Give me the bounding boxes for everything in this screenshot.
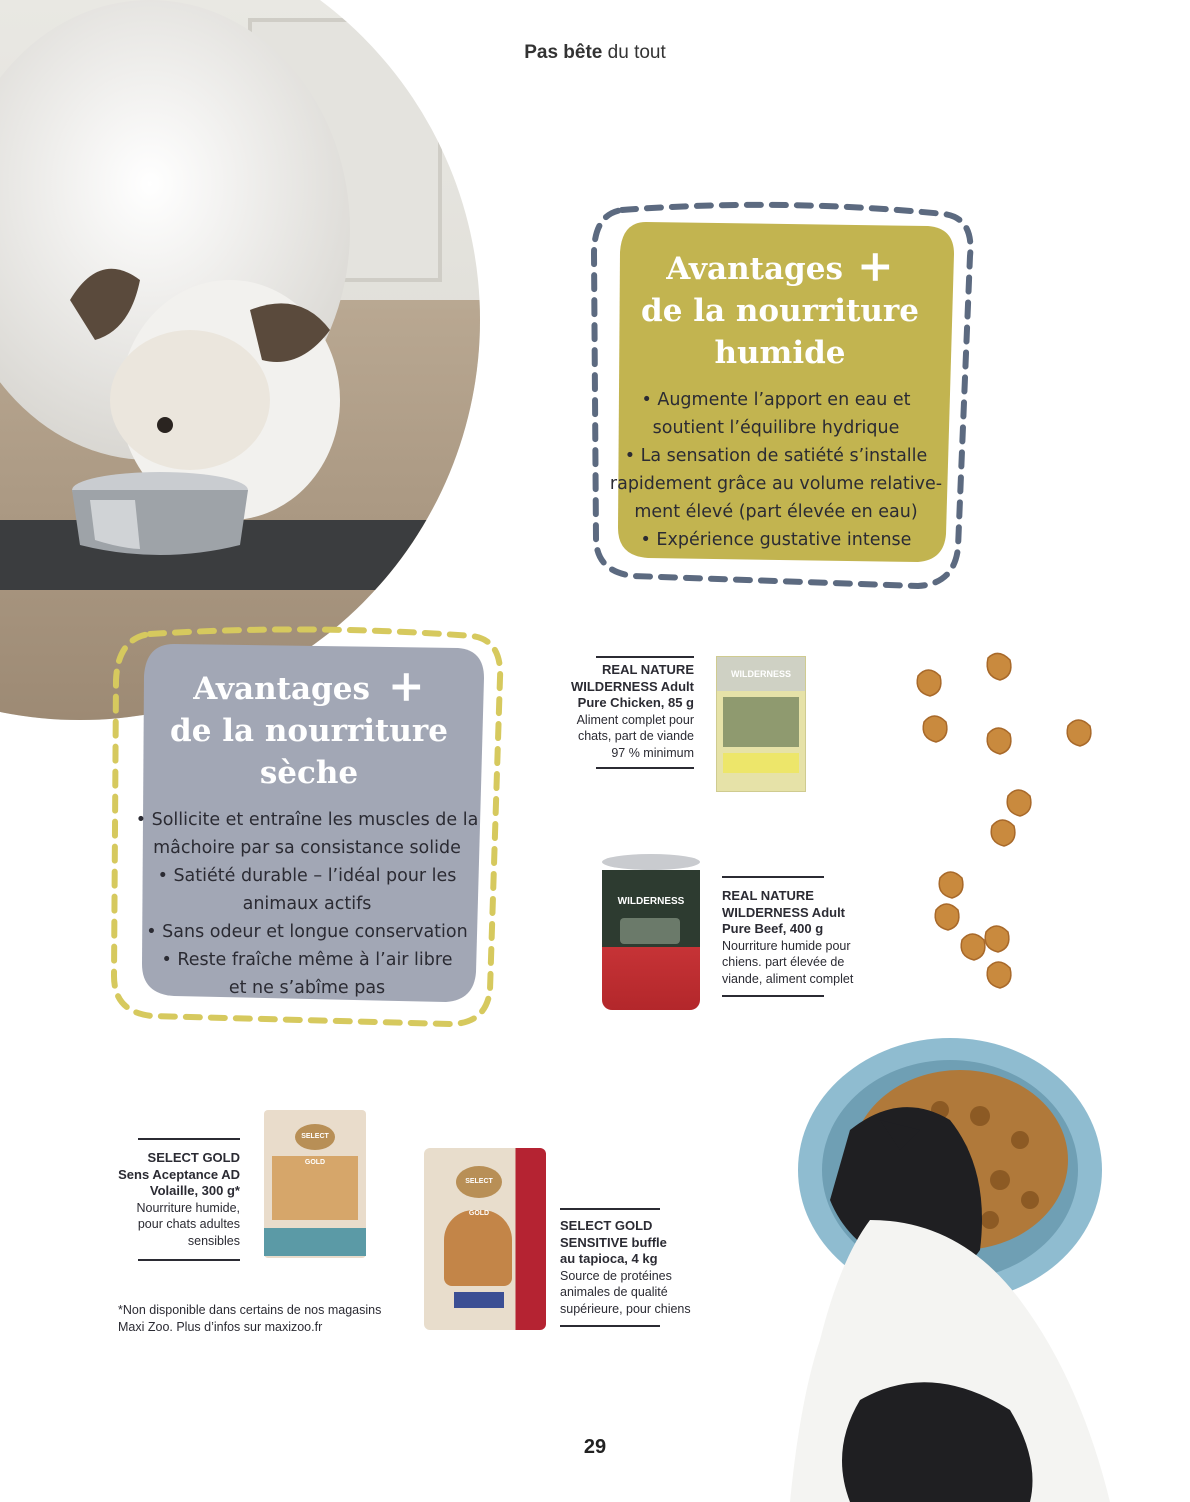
dog-eating-photo	[0, 0, 480, 720]
product-desc-line: Aliment complet pour	[576, 712, 694, 727]
caption-rule	[138, 1259, 240, 1261]
product-name-line: REAL NATURE	[602, 662, 694, 677]
kibble-pieces	[900, 640, 1110, 1000]
product-name-line: WILDERNESS Adult	[570, 678, 694, 694]
list-item: rapidement grâce au volume relative-	[609, 474, 943, 494]
product-desc-line: 97 % minimum	[611, 745, 694, 760]
pack-label: SELECT GOLD	[295, 1124, 335, 1150]
list-item: animaux actifs	[242, 894, 372, 914]
footnote-line: Maxi Zoo. Plus d’infos sur maxizoo.fr	[118, 1320, 323, 1334]
product-desc-line: chats, part de viande	[577, 729, 694, 743]
wet-title-line-1: Avantages +	[666, 241, 894, 292]
list-item: • Satiété durable – l’idéal pour les	[157, 866, 457, 886]
product-bag-select-gold-dog	[424, 1148, 546, 1330]
caption-rule	[596, 767, 694, 769]
product-caption-select-gold-cat	[100, 1138, 240, 1261]
list-item: • Reste fraîche même à l’air libre	[161, 950, 453, 970]
pack-band	[264, 1228, 366, 1256]
wet-box-list	[606, 386, 946, 554]
pack-label: WILDERNESS	[717, 657, 805, 691]
dry-box-list	[132, 806, 482, 1002]
pack-image	[723, 697, 799, 747]
list-item: • Expérience gustative intense	[640, 530, 912, 550]
wet-box-title	[610, 241, 950, 374]
product-name-line: Pure Beef, 400 g	[722, 921, 824, 936]
product-name-line: SENSITIVE buffle	[560, 1234, 667, 1250]
pack-label: WILDERNESS	[617, 896, 685, 907]
wet-title-line-3: humide	[714, 335, 846, 371]
product-caption-select-gold-dog	[560, 1208, 710, 1327]
dry-title-line-1: Avantages +	[193, 661, 425, 712]
caption-rule	[560, 1325, 660, 1327]
product-desc-line: Source de protéines	[560, 1268, 672, 1283]
list-item: • Sollicite et entraîne les muscles de la	[135, 810, 479, 830]
product-pack-select-gold-cat	[264, 1110, 366, 1258]
product-desc-line: Nourriture humide pour	[722, 938, 851, 953]
pack-band	[454, 1292, 504, 1308]
header-bold: Pas bête	[524, 42, 603, 63]
product-name-line: SELECT GOLD	[560, 1218, 653, 1233]
cat-eating-photo	[790, 1020, 1190, 1502]
dry-title-line-3: sèche	[259, 755, 359, 791]
product-pack-wilderness-chicken	[716, 656, 806, 792]
product-caption-wilderness-chicken	[560, 656, 694, 769]
plus-icon: +	[856, 241, 894, 292]
product-name-line: Pure Chicken, 85 g	[577, 695, 694, 710]
product-can-wilderness-beef	[602, 854, 700, 1016]
product-desc-line: animales de qualité	[560, 1285, 668, 1299]
list-item: soutient l’équilibre hydrique	[652, 418, 900, 438]
list-item: et ne s’abîme pas	[228, 978, 386, 998]
pack-band	[723, 753, 799, 773]
product-name-line: Sens Aceptance AD	[118, 1166, 240, 1182]
product-desc-line: chiens. part élevée de	[722, 955, 845, 969]
product-desc-line: pour chats adultes	[137, 1217, 240, 1231]
product-name-line: Volaille, 300 g*	[149, 1183, 240, 1198]
product-desc-line: Nourriture humide,	[136, 1200, 240, 1215]
footnote	[118, 1302, 418, 1336]
list-item: ment élevé (part élevée en eau)	[634, 502, 918, 522]
product-name-line: au tapioca, 4 kg	[560, 1251, 658, 1266]
pack-image	[620, 918, 680, 944]
dry-box-title	[134, 661, 484, 794]
page-number: 29	[583, 1436, 607, 1458]
list-item: • Sans odeur et longue conservation	[146, 922, 468, 942]
caption-rule	[722, 995, 824, 997]
pack-label: SELECT GOLD	[456, 1166, 502, 1198]
product-desc-line: viande, aliment complet	[722, 971, 854, 986]
list-item: • Augmente l’apport en eau et	[641, 390, 911, 410]
product-desc-line: supérieure, pour chiens	[560, 1301, 691, 1316]
plus-icon: +	[387, 661, 425, 712]
list-item: mâchoire par sa consistance solide	[153, 838, 461, 858]
dry-title-line-2: de la nourriture	[170, 713, 448, 749]
product-name-line: WILDERNESS Adult	[722, 904, 846, 920]
list-item: • La sensation de satiété s’installe	[624, 446, 928, 466]
product-caption-wilderness-beef	[722, 876, 862, 997]
product-name-line: SELECT GOLD	[147, 1150, 240, 1165]
product-desc-line: sensibles	[187, 1233, 240, 1248]
product-name-line: REAL NATURE	[722, 888, 814, 903]
wet-title-line-2: de la nourriture	[641, 293, 919, 329]
footnote-line: *Non disponible dans certains de nos magasins	[118, 1303, 382, 1317]
header-rest: du tout	[602, 42, 666, 63]
